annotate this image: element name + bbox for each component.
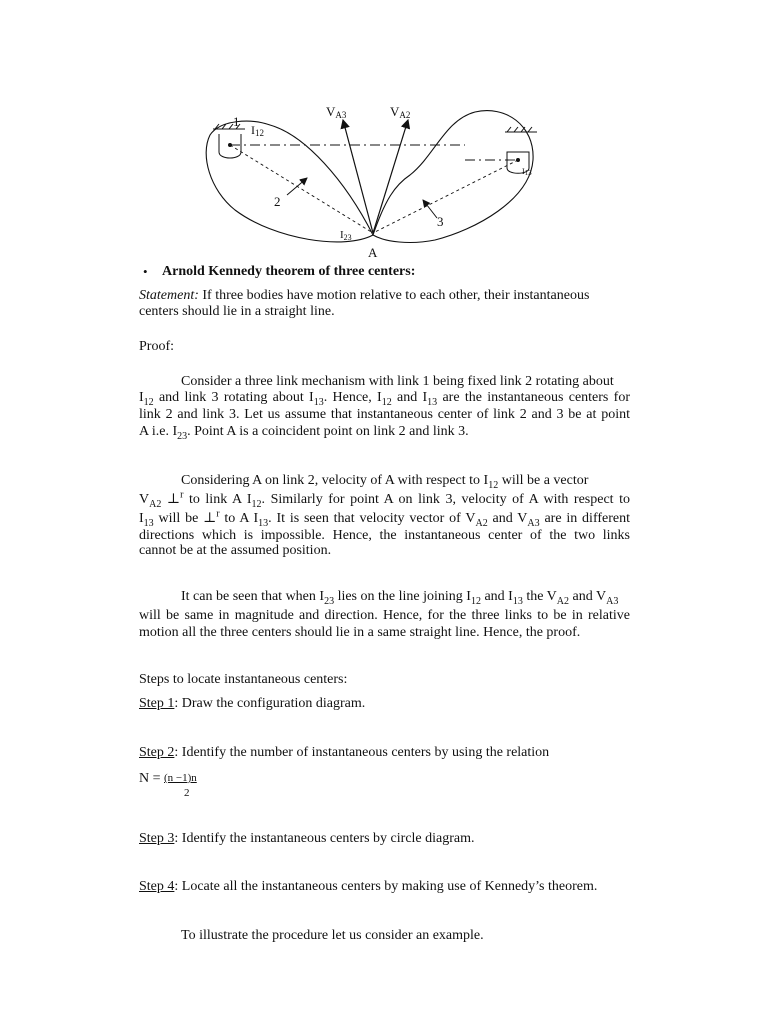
label-va2: VA2 [390, 104, 411, 120]
para3-line-2: will be same in magnitude and direction. Hence, for the three links to be in relative [139, 608, 630, 623]
label-link-3: 3 [437, 214, 444, 229]
vector-va3 [343, 120, 373, 233]
vector-va2 [373, 120, 408, 233]
para1-line-1: Consider a three link mechanism with link 1 being fixed link 2 rotating about [181, 374, 614, 389]
para2-line-1: Considering A on link 2, velocity of A with respect to $I_{12}$ will be a vector [181, 473, 589, 491]
para3-line-3: motion all the three centers should lie in a same straight line. Hence, the proof. [139, 625, 581, 640]
label-i12: I12 [251, 123, 264, 138]
label-link-2: 2 [274, 194, 281, 209]
formula-lhs: N = [139, 771, 161, 786]
para2-line-3: $I_{13}$ will be ⊥$^r$ to A $I_{13}$. It is seen that velocity vector of $V_{A2}$ and $V_{A3}$ are in different [139, 508, 631, 529]
label-link-1: 1 [233, 114, 240, 129]
steps-title: Steps to locate instantaneous centers: [139, 672, 348, 687]
kennedy-diagram [195, 100, 540, 260]
pointer-3 [423, 200, 437, 218]
para2-line-4: directions which is impossible. Hence, the instantaneous center of the two links [139, 528, 630, 543]
closing-line: To illustrate the procedure let us consider an example. [181, 928, 484, 943]
step-1: Step 1: Draw the configuration diagram. [139, 696, 366, 711]
bullet-icon: • [143, 264, 148, 279]
formula-denominator: 2 [184, 787, 190, 799]
statement-line-1: Statement: If three bodies have motion relative to each other, their instantaneous [139, 288, 590, 303]
section-heading: Arnold Kennedy theorem of three centers: [162, 264, 416, 279]
para1-line-3: link 2 and link 3. Let us assume that instantaneous center of link 2 and 3 be at point [139, 407, 630, 422]
para1-line-2: $I_{12}$ and link 3 rotating about $I_{13}$. Hence, $I_{12}$ and $I_{13}$ are the instantaneous centers for [139, 390, 630, 408]
step-3: Step 3: Identify the instantaneous centers by circle diagram. [139, 831, 475, 846]
step-4: Step 4: Locate all the instantaneous centers by making use of Kennedy’s theorem. [139, 879, 598, 894]
label-va3: VA3 [326, 104, 347, 120]
pointer-2 [287, 178, 307, 195]
para2-line-2: $V_{A2}$ ⊥$^r$ to link A $I_{12}$. Similarly for point A on link 3, velocity of A with respect to [139, 489, 630, 510]
label-i13: I13 [522, 167, 532, 177]
para3-line-1: It can be seen that when $I_{23}$ lies on the line joining $I_{12}$ and $I_{13}$ the $V_{A2}$ and $V_{A3}$ [181, 589, 619, 607]
pivot-i12 [213, 124, 245, 158]
radius-a-i13 [373, 160, 518, 233]
label-i23: I23 [340, 229, 352, 242]
para1-line-4: A i.e. $I_{23}$. Point A is a coincident point on link 2 and link 3. [139, 424, 469, 442]
label-a: A [368, 245, 378, 260]
link-3-outline [373, 111, 533, 243]
radius-a-i12 [230, 145, 373, 233]
proof-label: Proof: [139, 339, 174, 354]
para2-line-5: cannot be at the assumed position. [139, 543, 332, 558]
step-2: Step 2: Identify the number of instantaneous centers by using the relation [139, 745, 550, 760]
formula-numerator: (n −1)n [164, 772, 197, 784]
statement-line-2: centers should lie in a straight line. [139, 304, 335, 319]
